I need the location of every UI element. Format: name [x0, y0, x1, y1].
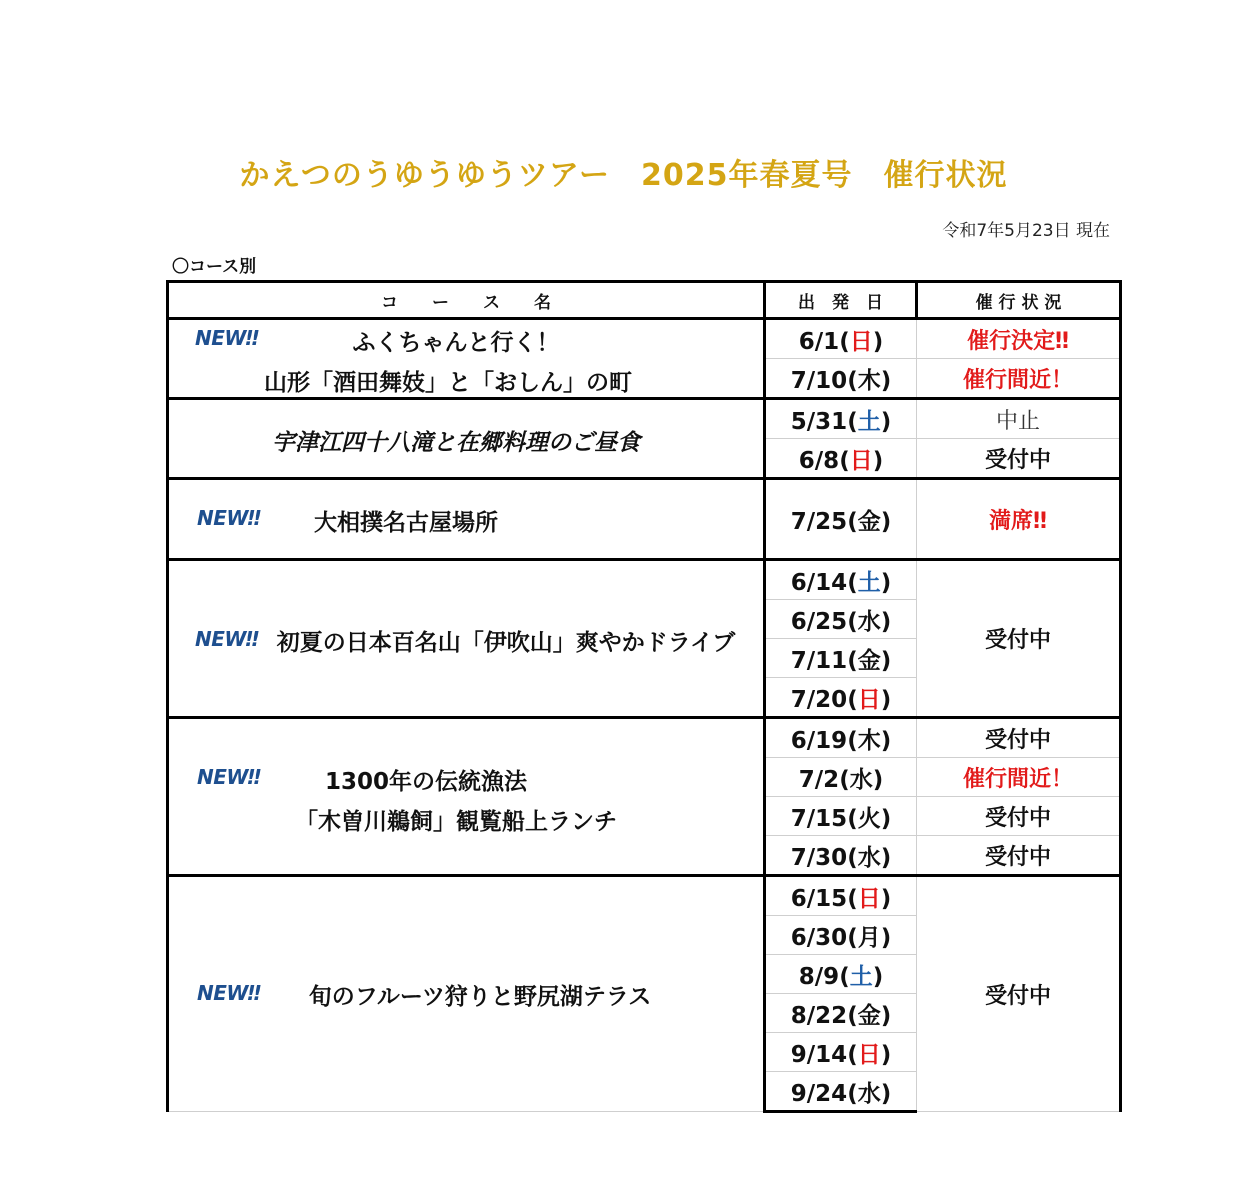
section-label: 〇コース別 — [172, 257, 257, 277]
departure-date: 7/2(水) — [765, 758, 917, 797]
header-status: 催 行 状 況 — [917, 282, 1121, 319]
departure-date: 5/31(土) — [765, 399, 917, 439]
status-text: 受付中 — [984, 844, 1051, 870]
course-name-line: 山形「酒田舞妓」と「おしん」の町 — [264, 370, 632, 396]
status-cell — [917, 758, 1121, 797]
header-course: コ ー ス 名 — [168, 282, 765, 319]
status-cell — [917, 876, 1121, 1112]
course-name-cell — [168, 399, 765, 479]
departure-date: 6/8(日) — [765, 439, 917, 479]
departure-date: 7/10(木) — [765, 359, 917, 399]
status-cell — [917, 319, 1121, 359]
course-name-line: 旬のフルーツ狩りと野尻湖テラス — [308, 984, 652, 1010]
course-name-cell — [168, 560, 765, 718]
course-name-cell — [168, 479, 765, 560]
course-name-line: 1300年の伝統漁法 — [324, 769, 527, 795]
departure-date: 7/30(水) — [765, 836, 917, 876]
status-text: 催行決定‼ — [967, 328, 1069, 354]
table-row — [168, 876, 1121, 916]
new-badge: NEW‼ — [197, 765, 260, 789]
table-header-row — [168, 282, 1121, 319]
table-row — [168, 479, 1121, 560]
departure-date: 7/11(金) — [765, 639, 917, 678]
new-badge: NEW‼ — [195, 326, 258, 350]
table-row — [168, 399, 1121, 439]
tour-status-table — [166, 280, 1122, 1113]
departure-date: 7/20(日) — [765, 678, 917, 718]
course-name-cell — [168, 718, 765, 876]
header-date: 出 発 日 — [765, 282, 917, 319]
status-cell — [917, 439, 1121, 479]
status-text: 中止 — [995, 408, 1040, 434]
course-name-cell — [168, 319, 765, 399]
departure-date: 6/30(月) — [765, 916, 917, 955]
as-of-date: 令和7年5月23日 現在 — [942, 221, 1110, 241]
departure-date: 6/25(水) — [765, 600, 917, 639]
status-text: 催行間近！ — [962, 367, 1073, 393]
status-cell — [917, 797, 1121, 836]
course-name-line: 宇津江四十八滝と在郷料理のご昼食 — [272, 430, 640, 456]
departure-date: 8/22(金) — [765, 994, 917, 1033]
status-cell — [917, 479, 1121, 560]
departure-date: 6/1(日) — [765, 319, 917, 359]
status-cell — [917, 399, 1121, 439]
table-row — [168, 718, 1121, 758]
table-row — [168, 319, 1121, 359]
status-cell — [917, 359, 1121, 399]
departure-date: 7/15(火) — [765, 797, 917, 836]
status-cell — [917, 560, 1121, 718]
page-title: かえつのうゆうゆうツアー 2025年春夏号 催行状況 — [239, 158, 1008, 193]
departure-date: 6/15(日) — [765, 876, 917, 916]
course-name-line: ふくちゃんと行く！ — [352, 330, 560, 356]
departure-date: 6/14(土) — [765, 560, 917, 600]
new-badge: NEW‼ — [197, 981, 260, 1005]
course-name-line: 初夏の日本百名山「伊吹山」爽やかドライブ — [276, 630, 736, 656]
status-text: 受付中 — [984, 447, 1051, 473]
status-text: 受付中 — [984, 628, 1051, 653]
departure-date: 6/19(木) — [765, 718, 917, 758]
status-text: 受付中 — [984, 805, 1051, 831]
status-text: 催行間近！ — [962, 766, 1073, 792]
status-text: 受付中 — [984, 727, 1051, 753]
status-text: 満席‼ — [989, 508, 1047, 534]
departure-date: 9/24(水) — [765, 1072, 917, 1112]
course-name-line: 「木曽川鵜飼」観覧船上ランチ — [295, 809, 617, 835]
status-text: 受付中 — [984, 983, 1051, 1009]
status-cell — [917, 718, 1121, 758]
new-badge: NEW‼ — [195, 627, 258, 651]
departure-date: 7/25(金) — [765, 479, 917, 560]
new-badge: NEW‼ — [197, 506, 260, 530]
departure-date: 9/14(日) — [765, 1033, 917, 1072]
course-name-line: 大相撲名古屋場所 — [314, 510, 498, 536]
status-cell — [917, 836, 1121, 876]
departure-date: 8/9(土) — [765, 955, 917, 994]
table-row — [168, 560, 1121, 600]
course-name-cell — [168, 876, 765, 1112]
